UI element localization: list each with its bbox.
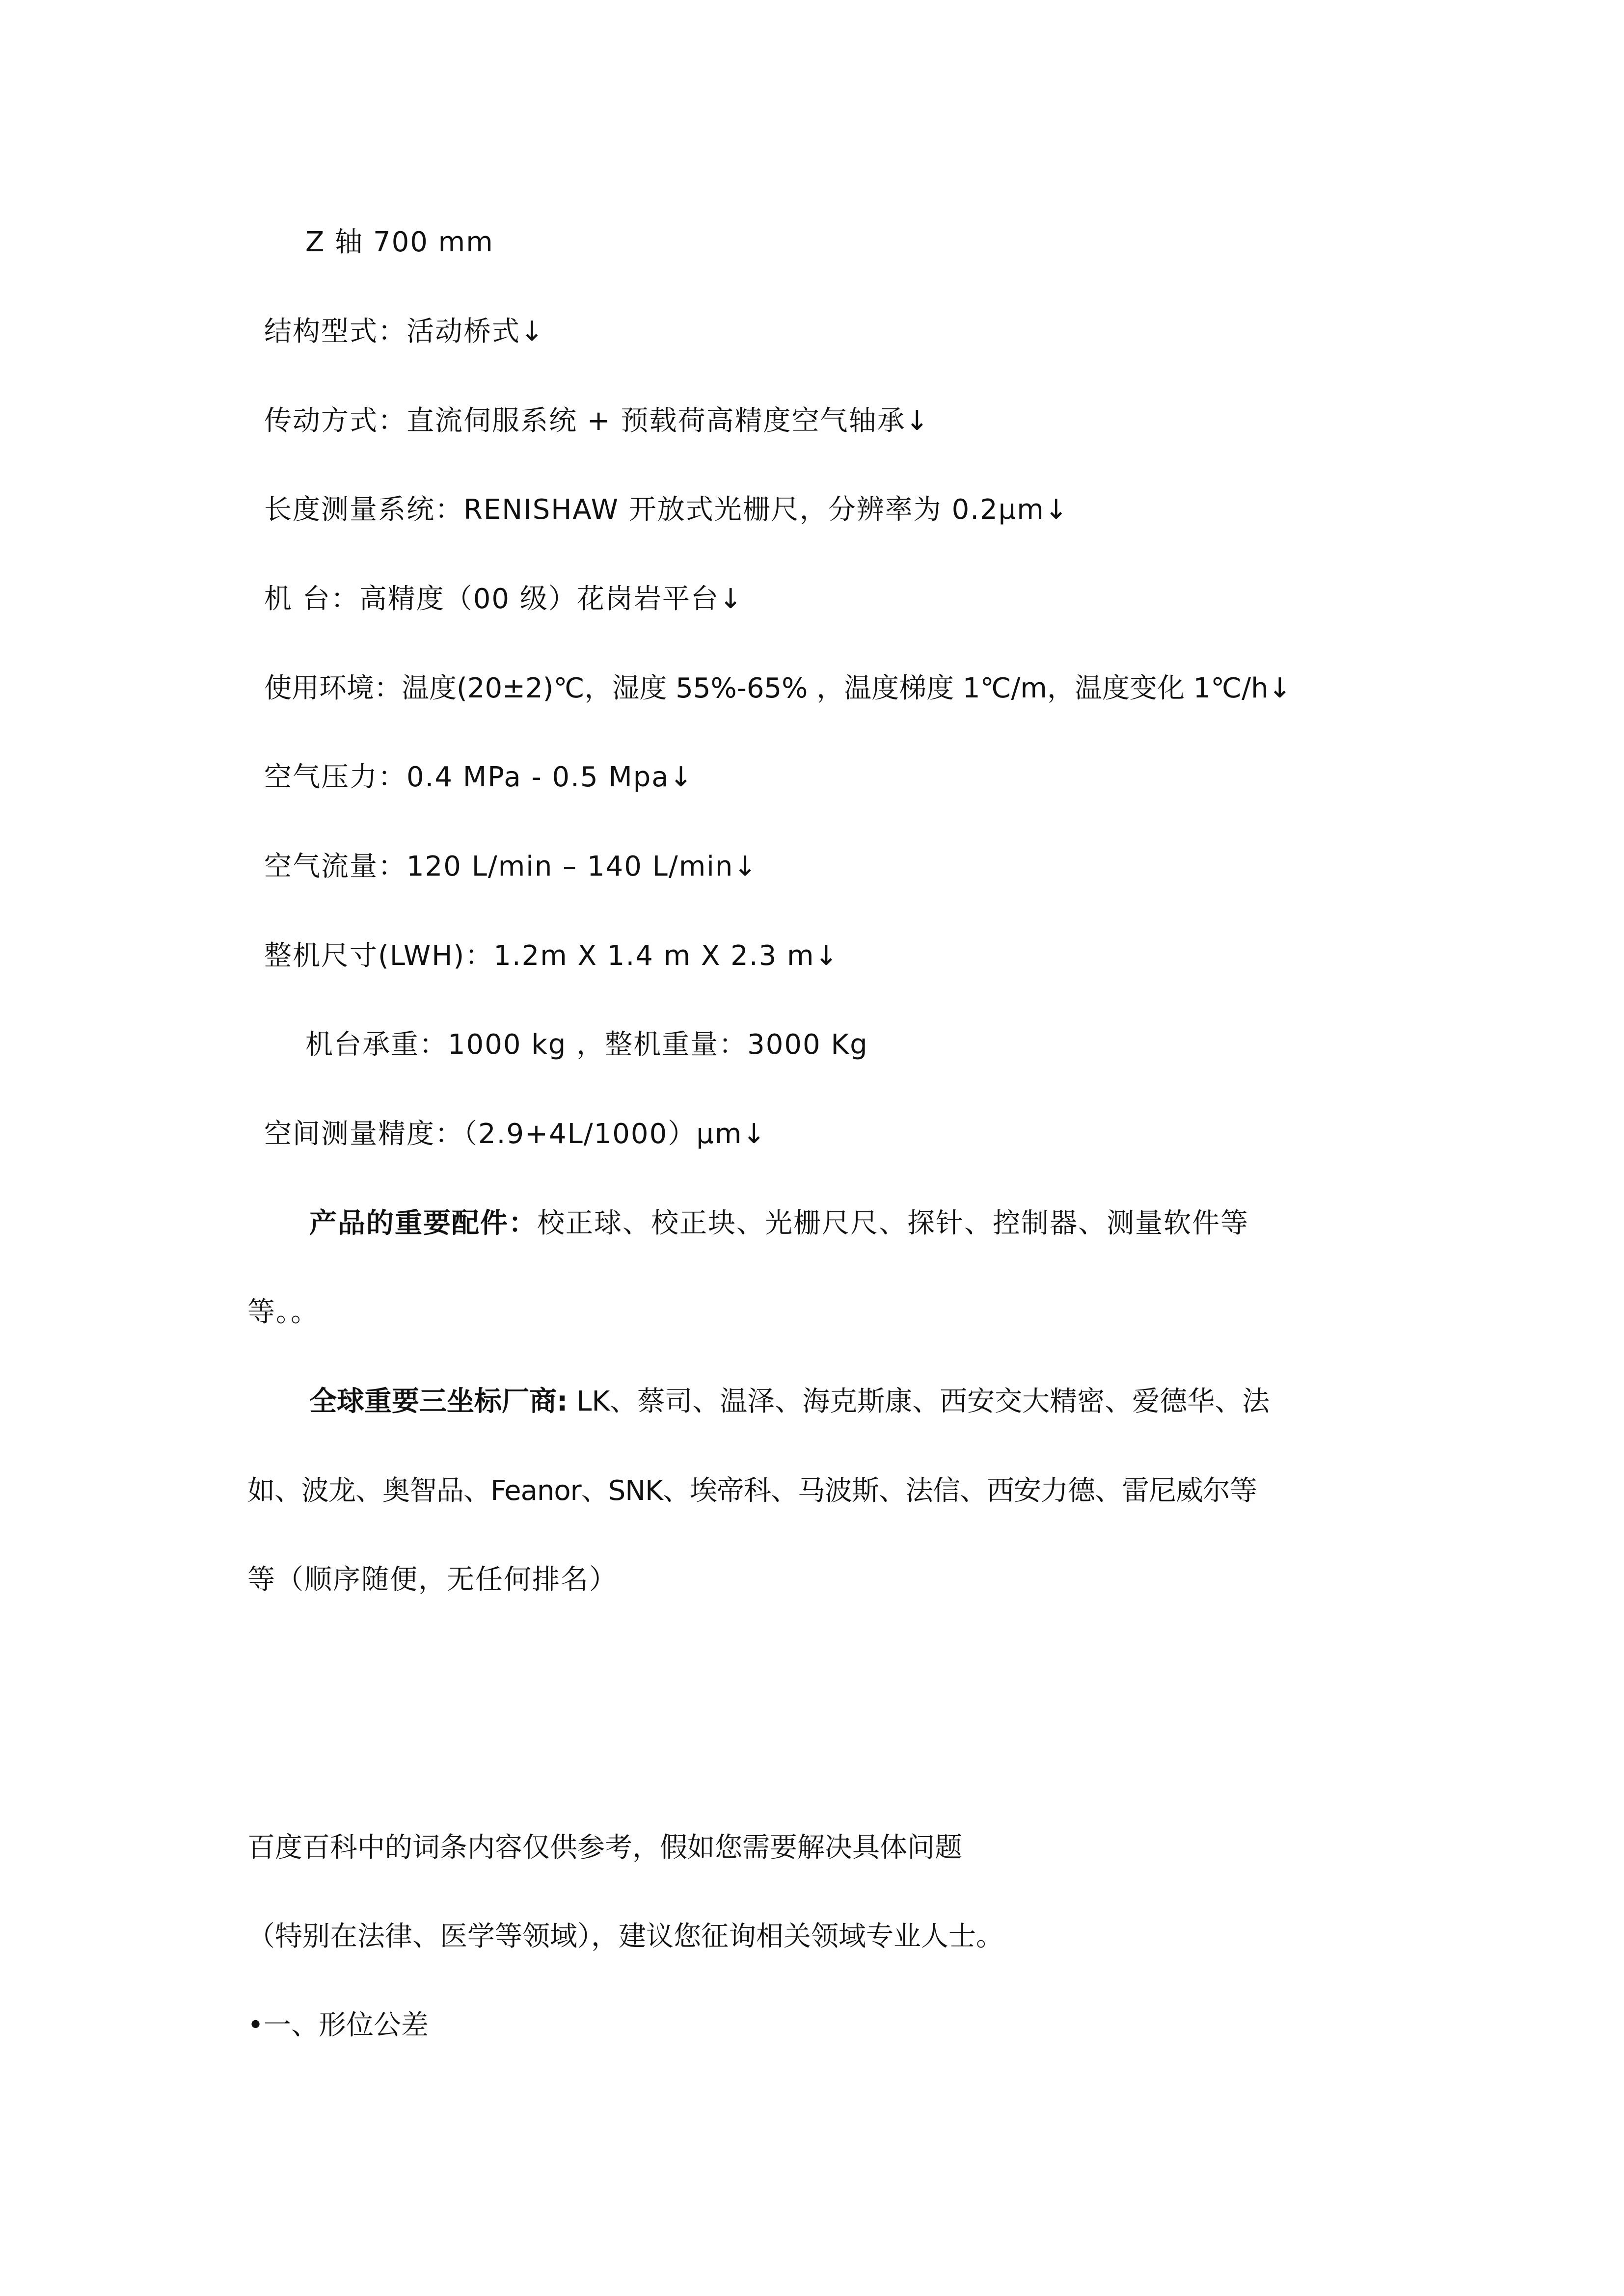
manufacturers-line-1 [309,1384,1270,1419]
accessories-line-1 [309,1206,1249,1241]
spec-accuracy: 空间测量精度：（2.9+4L/1000）μm↓ [264,1118,767,1150]
spec-structure: 结构型式：活动桥式↓ [264,316,544,347]
disclaimer-line-2: （特别在法律、医学等领域），建议您征询相关领域专业人士。 [247,1921,1003,1952]
spec-dimensions: 整机尺寸(LWH)：1.2m X 1.4 m X 2.3 m↓ [264,940,839,972]
spec-environment: 使用环境：温度(20±2)℃，湿度 55%-65% ，温度梯度 1℃/m，温度变化 1℃/h↓ [264,672,1292,704]
spec-z-axis: Z 轴 700 mm [305,226,494,258]
spec-drive: 传动方式：直流伺服系统 + 预载荷高精度空气轴承↓ [264,405,930,437]
spec-length-measurement: 长度测量系统：RENISHAW 开放式光栅尺，分辨率为 0.2μm↓ [264,494,1069,526]
spec-machine-table: 机 台：高精度（00 级）花岗岩平台↓ [264,583,743,615]
disclaimer-line-1: 百度百科中的词条内容仅供参考，假如您需要解决具体问题 [247,1832,962,1864]
section-heading: •一、形位公差 [247,2009,429,2041]
manufacturers-label: 全球重要三坐标厂商: [309,1386,568,1417]
spec-air-flow: 空气流量：120 L/min – 140 L/min↓ [264,851,758,882]
manufacturers-text: LK、蔡司、温泽、海克斯康、西安交大精密、爱德华、法 [568,1386,1270,1417]
accessories-line-2: 等。。 [247,1296,319,1328]
accessories-label: 产品的重要配件： [309,1207,537,1239]
manufacturers-line-3: 等（顺序随便，无任何排名） [247,1564,618,1596]
manufacturers-line-2: 如、波龙、奥智品、Feanor、SNK、埃帝科、马波斯、法信、西安力德、雷尼威尔等 [247,1475,1257,1507]
spec-load-weight: 机台承重：1000 kg ，整机重量：3000 Kg [305,1029,868,1061]
spec-air-pressure: 空气压力：0.4 MPa - 0.5 Mpa↓ [264,761,694,793]
accessories-text: 校正球、校正块、光栅尺尺、探针、控制器、测量软件等 [537,1207,1249,1239]
